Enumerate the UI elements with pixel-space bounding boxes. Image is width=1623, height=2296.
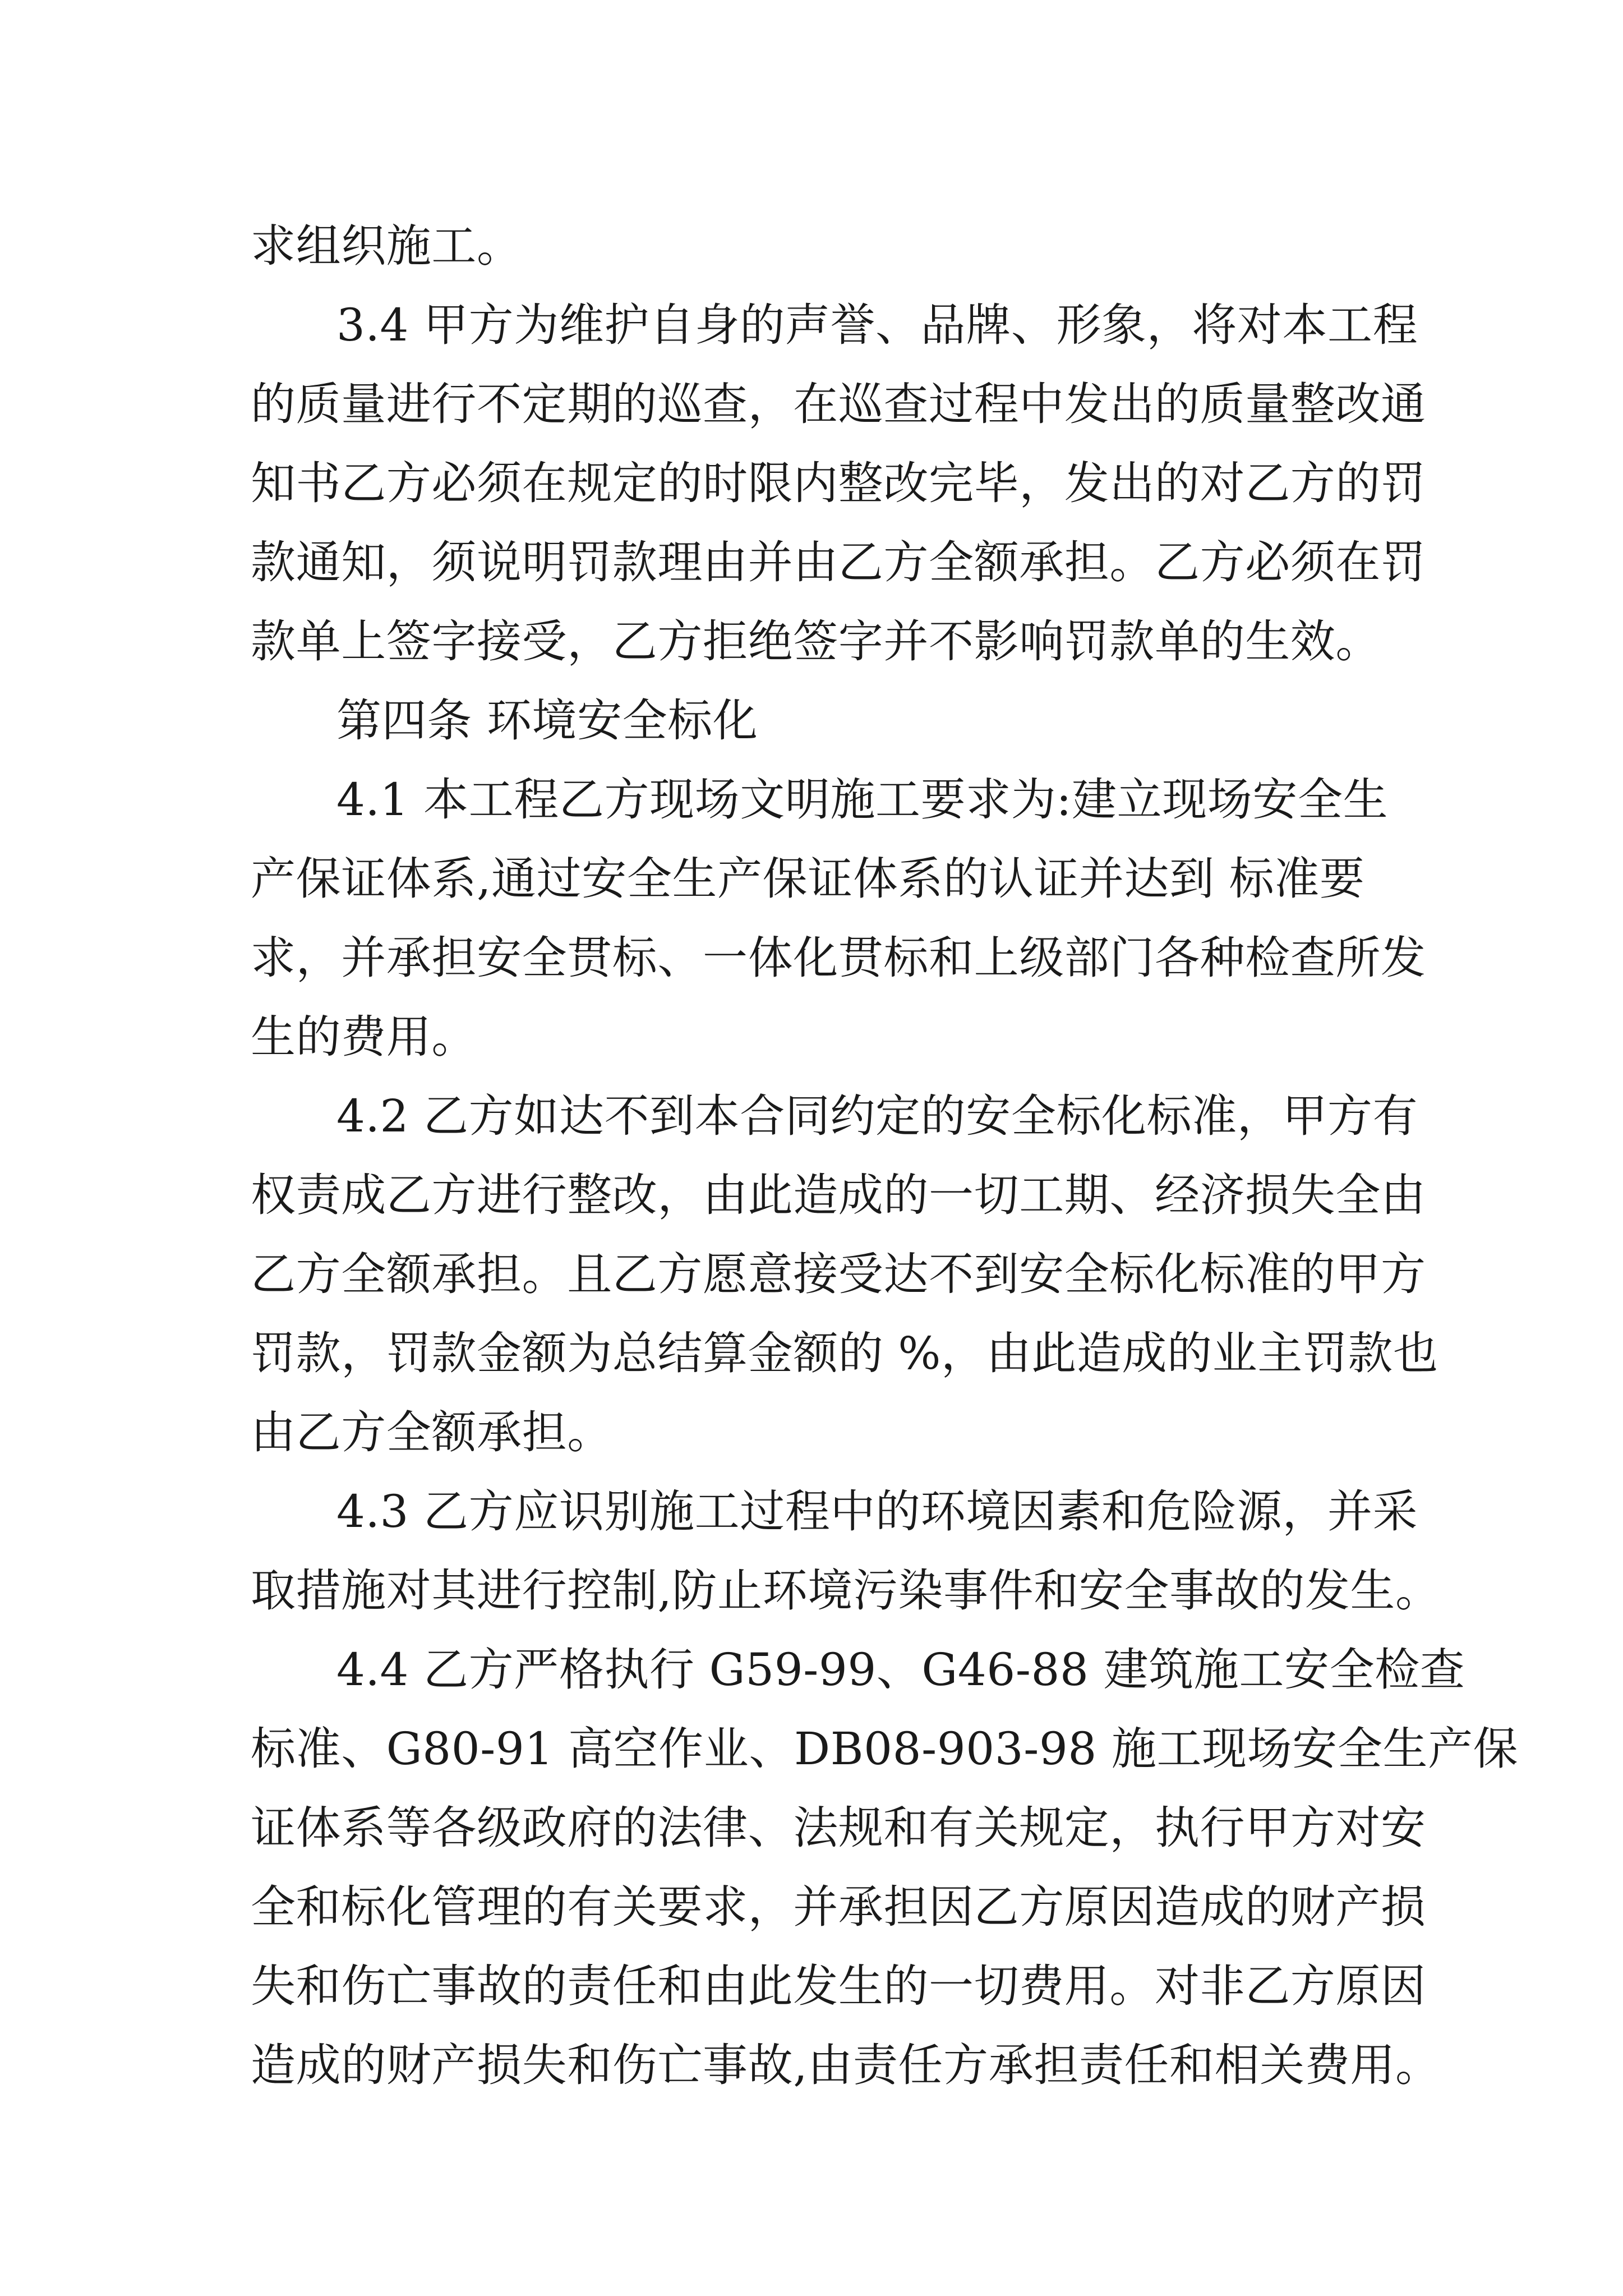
text-line: 产保证体系,通过安全生产保证体系的认证并达到 标准要 xyxy=(251,853,1365,905)
text-line: 生的费用。 xyxy=(251,1011,477,1063)
text-line: 求组织施工。 xyxy=(251,220,522,272)
text-line: 标准、G80-91 高空作业、DB08-903-98 施工现场安全生产保 xyxy=(251,1723,1519,1775)
text-line: 罚款，罚款金额为总结算金额的 %，由此造成的业主罚款也 xyxy=(251,1327,1438,1379)
text-line: 取措施对其进行控制,防止环境污染事件和安全事故的发生。 xyxy=(251,1565,1441,1617)
text-line: 全和标化管理的有关要求，并承担因乙方原因造成的财产损 xyxy=(251,1881,1426,1933)
text-line: 权责成乙方进行整改，由此造成的一切工期、经济损失全由 xyxy=(251,1169,1426,1221)
text-line: 失和伤亡事故的责任和由此发生的一切费用。对非乙方原因 xyxy=(251,1960,1426,2012)
clause-4-4-first-line: 4.4 乙方严格执行 G59-99、G46-88 建筑施工安全检查 xyxy=(336,1644,1465,1696)
clause-4-2-first-line: 4.2 乙方如达不到本合同约定的安全标化标准，甲方有 xyxy=(336,1090,1418,1142)
document-body xyxy=(251,206,1519,2105)
text-line: 由乙方全额承担。 xyxy=(251,1406,612,1458)
text-line: 款通知，须说明罚款理由并由乙方全额承担。乙方必须在罚 xyxy=(251,536,1426,588)
clause-4-1-first-line: 4.1 本工程乙方现场文明施工要求为:建立现场安全生 xyxy=(336,774,1389,826)
article-4-heading: 第四条 环境安全标化 xyxy=(336,694,758,747)
text-line: 知书乙方必须在规定的时限内整改完毕，发出的对乙方的罚 xyxy=(251,457,1426,509)
text-line: 的质量进行不定期的巡查，在巡查过程中发出的质量整改通 xyxy=(251,378,1426,430)
text-line: 求，并承担安全贯标、一体化贯标和上级部门各种检查所发 xyxy=(251,932,1426,984)
clause-3-4-first-line: 3.4 甲方为维护自身的声誉、品牌、形象，将对本工程 xyxy=(336,299,1418,351)
text-line: 款单上签字接受，乙方拒绝签字并不影响罚款单的生效。 xyxy=(251,615,1381,668)
text-line: 证体系等各级政府的法律、法规和有关规定，执行甲方对安 xyxy=(251,1802,1426,1854)
text-line: 乙方全额承担。且乙方愿意接受达不到安全标化标准的甲方 xyxy=(251,1248,1426,1300)
clause-4-3-first-line: 4.3 乙方应识别施工过程中的环境因素和危险源，并采 xyxy=(336,1485,1418,1538)
text-line: 造成的财产损失和伤亡事故,由责任方承担责任和相关费用。 xyxy=(251,2039,1441,2091)
